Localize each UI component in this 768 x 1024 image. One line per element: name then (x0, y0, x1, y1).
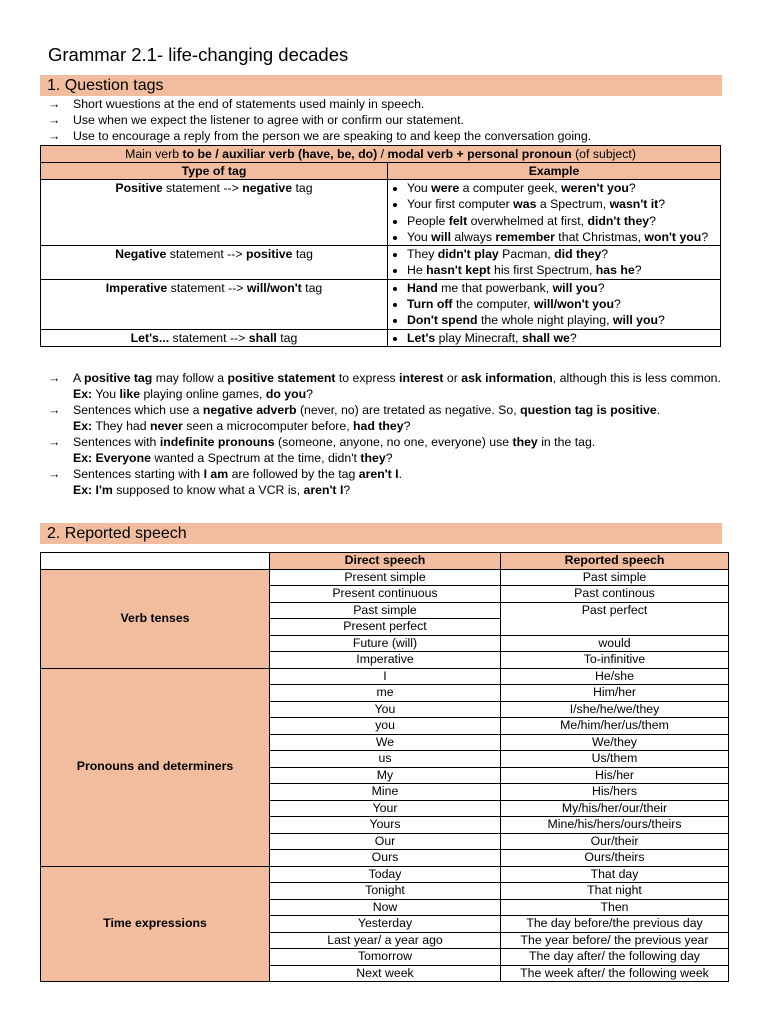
question-tags-table (40, 145, 721, 347)
direct-speech-cell: Yesterday (270, 916, 501, 933)
reported-speech-cell: I/she/he/we/they (501, 701, 729, 718)
tag-type: Imperative statement --> will/won't tag (41, 279, 388, 329)
direct-speech-cell: Future (will) (270, 635, 501, 652)
direct-speech-cell: me (270, 685, 501, 702)
section-heading-question-tags: 1. Question tags (40, 75, 722, 96)
note-example: Ex: They had never seen a microcomputer before, had they? (73, 419, 411, 433)
arrow-icon: → (48, 371, 61, 385)
direct-speech-cell: Our (270, 833, 501, 850)
table-row (41, 668, 729, 685)
formula-row: Main verb to be / auxiliar verb (have, be, do) / modal verb + personal pronoun (of subject) (41, 146, 721, 163)
examples: • You were a computer geek, weren't you? • Your first computer was a Spectrum, wasn't it? • People felt overwhelmed at first, didn't they? • You will always remember that Christmas, won't you? (388, 180, 721, 246)
reported-speech-cell: That day (501, 866, 729, 883)
reported-speech-cell: He/she (501, 668, 729, 685)
category-cell: Time expressions (41, 866, 270, 982)
reported-speech-cell: Me/him/her/us/them (501, 718, 729, 735)
direct-speech-cell: you (270, 718, 501, 735)
reported-speech-cell: To-infinitive (501, 652, 729, 669)
reported-speech-cell: Past perfect (501, 602, 729, 635)
table-row (41, 180, 721, 246)
table-row (41, 866, 729, 883)
examples: • Hand me that powerbank, will you? • Turn off the computer, will/won't you? • Don't spend the whole night playing, will you? (388, 279, 721, 329)
arrow-icon: → (48, 97, 61, 111)
reported-speech-table (40, 552, 729, 982)
direct-speech-cell: Mine (270, 784, 501, 801)
col-header-example: Example (388, 163, 721, 180)
direct-speech-cell: Tomorrow (270, 949, 501, 966)
direct-speech-cell: Your (270, 800, 501, 817)
direct-speech-cell: You (270, 701, 501, 718)
tag-type: Negative statement --> positive tag (41, 246, 388, 280)
arrow-icon: → (48, 129, 61, 143)
note-example: Ex: You like playing online games, do you? (73, 387, 313, 401)
col-header-reported: Reported speech (501, 553, 729, 570)
direct-speech-cell: Present continuous (270, 586, 501, 603)
reported-speech-cell: That night (501, 883, 729, 900)
arrow-icon: → (48, 467, 61, 481)
direct-speech-cell: Today (270, 866, 501, 883)
reported-speech-cell: We/they (501, 734, 729, 751)
reported-speech-cell: His/her (501, 767, 729, 784)
page-title: Grammar 2.1- life-changing decades (48, 44, 349, 65)
direct-speech-cell: My (270, 767, 501, 784)
table-row (41, 246, 721, 280)
direct-speech-cell: Next week (270, 965, 501, 982)
section-heading-reported-speech: 2. Reported speech (40, 523, 722, 544)
arrow-icon: → (48, 113, 61, 127)
reported-speech-cell: The day before/the previous day (501, 916, 729, 933)
col-header-direct: Direct speech (270, 553, 501, 570)
reported-speech-cell: Past continous (501, 586, 729, 603)
empty-header (41, 553, 270, 570)
table-row (41, 279, 721, 329)
reported-speech-cell: Us/them (501, 751, 729, 768)
reported-speech-cell: The day after/ the following day (501, 949, 729, 966)
category-cell: Pronouns and determiners (41, 668, 270, 866)
examples: • Let's play Minecraft, shall we? (388, 329, 721, 346)
reported-speech-cell: Past simple (501, 569, 729, 586)
tag-type: Let's... statement --> shall tag (41, 329, 388, 346)
direct-speech-cell: Present simple (270, 569, 501, 586)
examples: • They didn't play Pacman, did they? • He hasn't kept his first Spectrum, has he? (388, 246, 721, 280)
tag-type: Positive statement --> negative tag (41, 180, 388, 246)
arrow-icon: → (48, 403, 61, 417)
intro-bullet: → Use to encourage a reply from the person we are speaking to and keep the conversation going. (48, 129, 592, 143)
reported-speech-cell: Then (501, 899, 729, 916)
direct-speech-cell: Past simple (270, 602, 501, 619)
reported-speech-cell: Ours/theirs (501, 850, 729, 867)
note-example: Ex: I'm supposed to know what a VCR is, aren't I? (73, 483, 351, 497)
direct-speech-cell: Yours (270, 817, 501, 834)
table-row (41, 329, 721, 346)
reported-speech-cell: Our/their (501, 833, 729, 850)
arrow-icon: → (48, 435, 61, 449)
direct-speech-cell: Now (270, 899, 501, 916)
note: → A positive tag may follow a positive statement to express interest or ask information, although this is less common. Ex: You like playing online games, do you? → Sentences which use a negative adverb (never, no) are tretated as negative. So, question tag is positive. Ex: They had never seen a microcomputer before, had they? → Sentences with indefinite pronouns (someone, anyone, no one, everyone) use they in the tag. Ex: Everyone wanted a Spectrum at the time, didn't they? → Sentences starting with I am are followed by the tag aren't I. Ex: I'm supposed to know what a VCR is, aren't I? (48, 370, 728, 498)
reported-speech-cell: The week after/ the following week (501, 965, 729, 982)
reported-speech-cell: The year before/ the previous year (501, 932, 729, 949)
direct-speech-cell: Ours (270, 850, 501, 867)
intro-bullet: → Use when we expect the listener to agree with or confirm our statement. (48, 113, 464, 127)
note-example: Ex: Everyone wanted a Spectrum at the time, didn't they? (73, 451, 393, 465)
direct-speech-cell: Last year/ a year ago (270, 932, 501, 949)
reported-speech-cell: Him/her (501, 685, 729, 702)
direct-speech-cell: Imperative (270, 652, 501, 669)
category-cell: Verb tenses (41, 569, 270, 668)
intro-bullet: → Short wuestions at the end of statements used mainly in speech. (48, 97, 425, 111)
table-row (41, 569, 729, 586)
direct-speech-cell: Present perfect (270, 619, 501, 636)
direct-speech-cell: I (270, 668, 501, 685)
direct-speech-cell: us (270, 751, 501, 768)
reported-speech-cell: His/hers (501, 784, 729, 801)
reported-speech-cell: My/his/her/our/their (501, 800, 729, 817)
reported-speech-cell: would (501, 635, 729, 652)
direct-speech-cell: Tonight (270, 883, 501, 900)
direct-speech-cell: We (270, 734, 501, 751)
reported-speech-cell: Mine/his/hers/ours/theirs (501, 817, 729, 834)
col-header-type: Type of tag (41, 163, 388, 180)
